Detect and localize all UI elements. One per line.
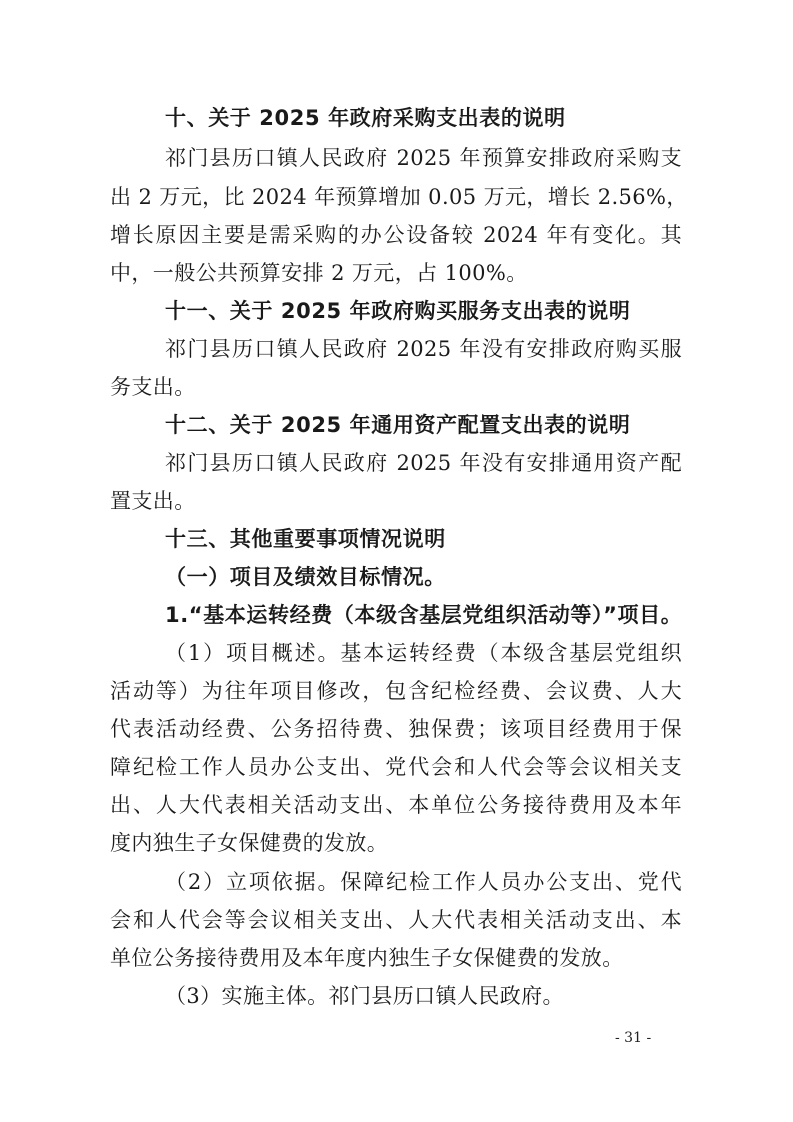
paragraph-line: 代表活动经费、公务招待费、独保费；该项目经费用于保 [110, 717, 682, 741]
paragraph-line: 务支出。 [110, 375, 196, 399]
page-number: - 31 - [615, 1030, 652, 1046]
paragraph-line: 障纪检工作人员办公支出、党代会和人代会等会议相关支 [110, 755, 682, 779]
project-heading: 1.“基本运转经费（本级含基层党组织活动等）”项目。 [165, 603, 683, 627]
paragraph-line: 增长原因主要是需采购的办公设备较 2024 年有变化。其 [110, 223, 682, 247]
paragraph-line: （2）立项依据。保障纪检工作人员办公支出、党代 [165, 870, 682, 894]
paragraph-line: 出、人大代表相关活动支出、本单位公务接待费用及本年 [110, 793, 682, 817]
subsection-heading: （一）项目及绩效目标情况。 [165, 565, 446, 589]
paragraph-line: 活动等）为往年项目修改，包含纪检经费、会议费、人大 [110, 679, 682, 703]
section-heading-13: 十三、其他重要事项情况说明 [165, 527, 446, 551]
paragraph-line: 祁门县历口镇人民政府 2025 年没有安排政府购买服 [165, 337, 682, 361]
section-heading-11: 十一、关于 2025 年政府购买服务支出表的说明 [165, 299, 631, 323]
paragraph-line: 祁门县历口镇人民政府 2025 年没有安排通用资产配 [165, 451, 682, 475]
paragraph-line: （3）实施主体。祁门县历口镇人民政府。 [165, 984, 564, 1008]
section-heading-10: 十、关于 2025 年政府采购支出表的说明 [165, 106, 566, 130]
paragraph-line: 会和人代会等会议相关支出、人大代表相关活动支出、本 [110, 908, 682, 932]
paragraph-line: 祁门县历口镇人民政府 2025 年预算安排政府采购支 [165, 146, 682, 170]
paragraph-line: 出 2 万元，比 2024 年预算增加 0.05 万元，增长 2.56%， [110, 185, 688, 209]
paragraph-line: 置支出。 [110, 489, 196, 513]
paragraph-line: 度内独生子女保健费的发放。 [110, 831, 389, 855]
paragraph-line: 中，一般公共预算安排 2 万元，占 100%。 [110, 261, 528, 285]
paragraph-line: （1）项目概述。基本运转经费（本级含基层党组织 [165, 641, 682, 665]
paragraph-line: 单位公务接待费用及本年度内独生子女保健费的发放。 [110, 946, 624, 970]
section-heading-12: 十二、关于 2025 年通用资产配置支出表的说明 [165, 413, 631, 437]
